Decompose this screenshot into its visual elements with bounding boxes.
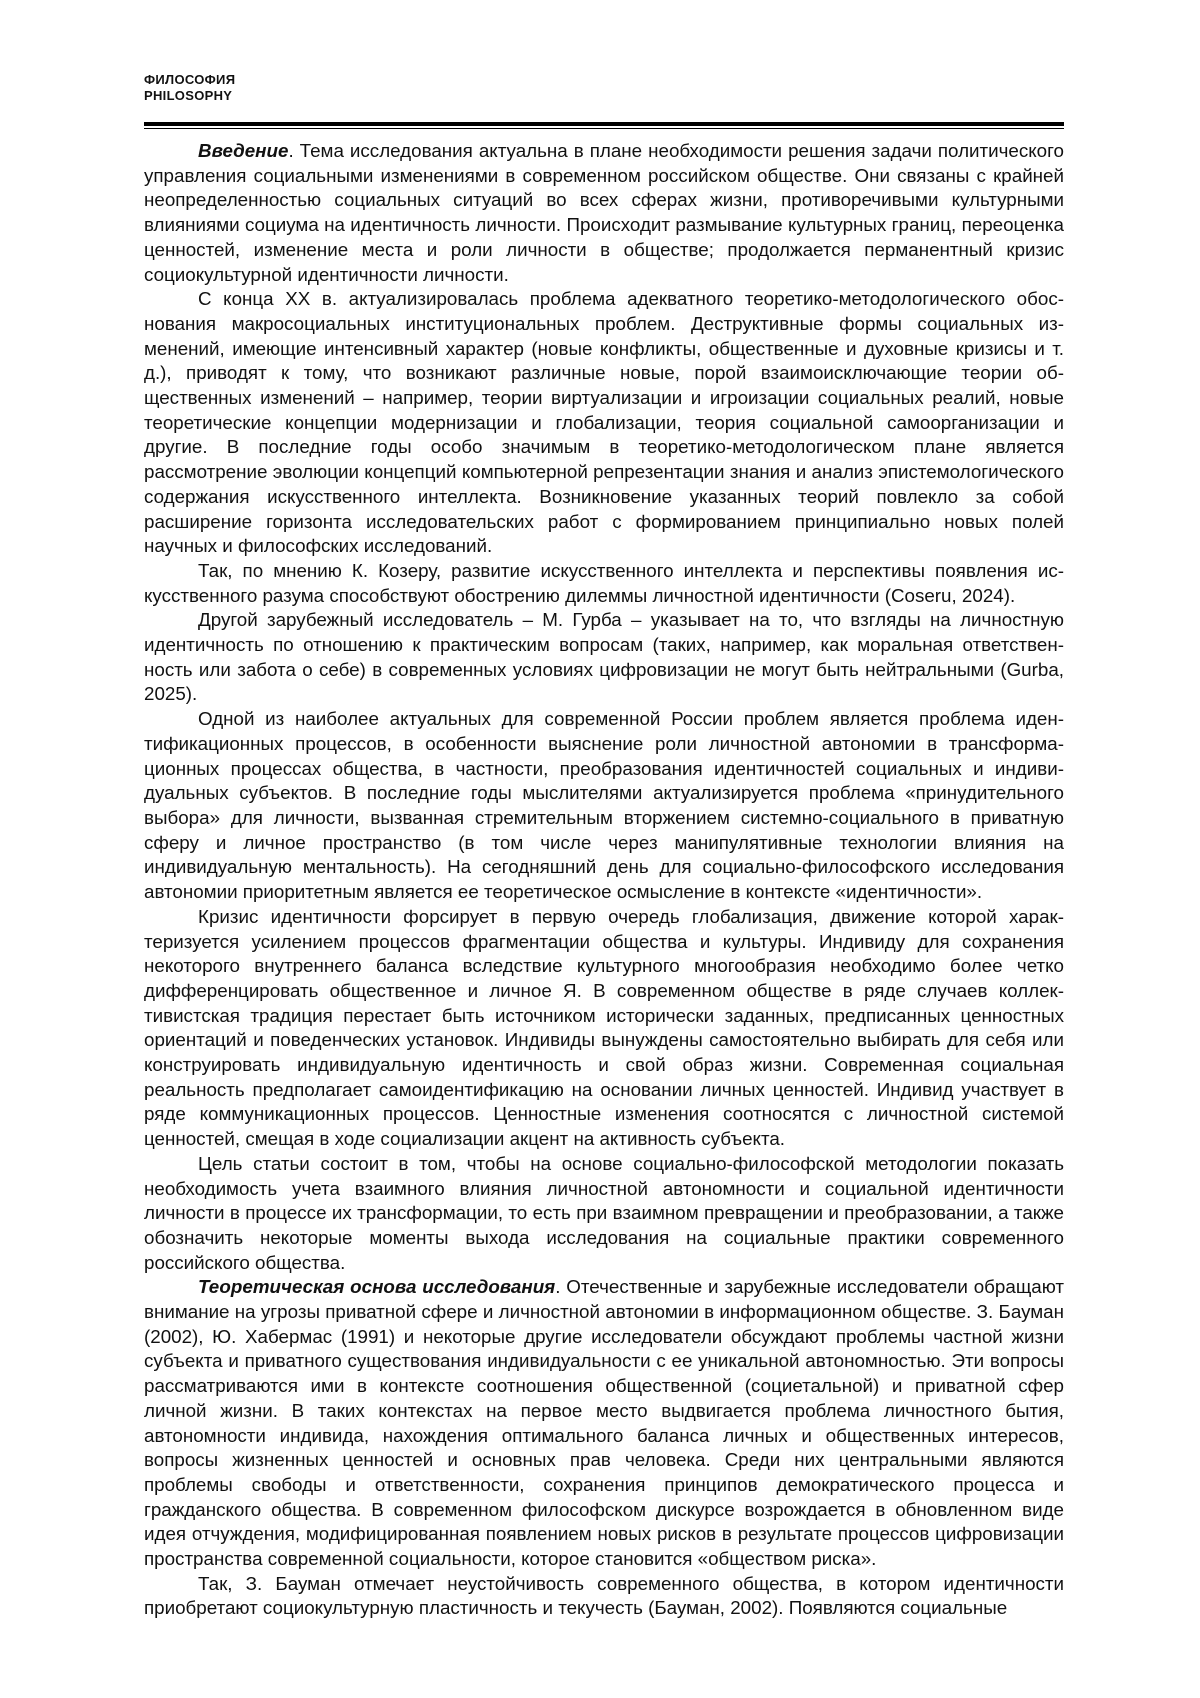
article-body bbox=[144, 139, 1064, 1621]
paragraph-lead-heading: Введение bbox=[198, 140, 289, 161]
paragraph-text: Так, по мнению К. Козеру, развитие искусственного интеллекта и перспективы появления искусственного разума способствуют обострению дилеммы личностной идентичности (Coseru, 2024). bbox=[144, 559, 1064, 606]
running-header bbox=[144, 72, 1064, 104]
paragraph-text: Одной из наиболее актуальных для современной России проблем является проблема идентификационных процессов, в особенности выяснение роли личностной автономии в трансформационных процессах общества, в частности, преобразования идентичностей социальных и индивидуальных субъектов. В последние годы мыслителями актуализируется проблема «принудительного выбора» для личности, вызванная стремительным вторжением системно-социального в приватную сферу и личное пространство (в том числе через манипулятивные технологии влияния на индивидуальную ментальность). На сегодняшний день для социально-философского исследования автономии приоритетным является ее теоретическое осмысление в контексте «идентичности». bbox=[144, 708, 1064, 903]
paragraph bbox=[144, 1152, 1064, 1276]
paragraph-text: С конца XX в. актуализировалась проблема адекватного теоретико-методологического обоснования макросоциальных институциональных проблем. Деструктивные формы социальных изменений, имеющие интенсивный характер (новые конфликты, общественные и духовные кризисы и т. д.), приводят к тому, что возникают различные новые, порой взаимоисключающие теории общественных изменений – например, теории виртуализации и игроизации социальных реалий, новые теоретические концепции модернизации и глобализации, теория социальной самоорганизации и другие. В последние годы особо значимым в теоретико-методологическом плане является рассмотрение эволюции концепций компьютерной репрезентации знания и анализ эпистемологического содержания искусственного интеллекта. Возникновение указанных теорий повлекло за собой расширение горизонта исследовательских работ с формированием принципиально новых полей научных и философских исследований. bbox=[144, 288, 1064, 557]
paragraph bbox=[144, 707, 1064, 905]
paragraph-lead-heading: Теоретическая основа исследования bbox=[198, 1276, 556, 1298]
paragraph-text: Другой зарубежный исследователь – М. Гурба – указывает на то, что взгляды на личностную идентичность по отношению к практическим вопросам (таких, например, как моральная ответственность или забота о себе) в современных условиях цифровизации не могут быть нейтральными (Gurba, 2025). bbox=[144, 609, 1064, 705]
paragraph bbox=[144, 287, 1064, 559]
paragraph-text: Цель статьи состоит в том, чтобы на основе социально-философской методологии показать необходимость учета взаимного влияния личностной автономности и социальной идентичности личности в процессе их трансформации, то есть при взаимном превращении и преобразовании, а также обозначить некоторые моменты выхода исследования на социальные практики современного российского общества. bbox=[144, 1152, 1064, 1273]
paragraph bbox=[144, 1572, 1064, 1621]
header-rule-thick bbox=[144, 122, 1064, 126]
journal-page bbox=[144, 72, 1064, 1621]
paragraph bbox=[144, 905, 1064, 1152]
header-rule-thin bbox=[144, 128, 1064, 129]
paragraph bbox=[144, 559, 1064, 608]
paragraph bbox=[144, 608, 1064, 707]
paragraph-text: Кризис идентичности форсирует в первую очередь глобализация, движение которой характеризуется усилением процессов фрагментации общества и культуры. Индивиду для сохранения некоторого внутреннего баланса вследствие культурного многообразия необходимо более четко дифференцировать общественное и личное Я. В современном обществе в ряде случаев коллективистская традиция перестает быть источником исторически заданных, предписанных ценностных ориентаций и поведенческих установок. Индивиды вынуждены самостоятельно выбирать для себя или конструировать индивидуальную идентичность и свой образ жизни. Современная социальная реальность предполагает самоидентификацию на основании личных ценностей. Индивид участвует в ряде коммуникационных процессов. Ценностные изменения соотносятся с личностной системой ценностей, смещая в ходе социализации акцент на активность субъекта. bbox=[144, 905, 1064, 1150]
section-title-ru: ФИЛОСОФИЯ bbox=[144, 72, 236, 87]
paragraph-introduction bbox=[144, 139, 1064, 287]
paragraph-theoretical-basis bbox=[144, 1275, 1064, 1571]
paragraph-text: . Тема исследования актуальна в плане необходимости решения задачи политического управления социальными изменениями в современном российском обществе. Они связаны с крайней неопределенностью социальных ситуаций во всех сферах жизни, противоречивыми культурными влияниями социума на идентичность личности. Происходит размывание культурных границ, переоценка ценностей, изменение места и роли личности в обществе; продолжается перманентный кризис социокультурной идентичности личности. bbox=[144, 140, 1064, 285]
paragraph-text: Так, З. Бауман отмечает неустойчивость современного общества, в котором идентичности приобретают социокультурную пластичность и текучесть (Бауман, 2002). Появляются социальные bbox=[144, 1572, 1064, 1619]
paragraph-text: . Отечественные и зарубежные исследователи обращают внимание на угрозы приватной сфере и личностной автономии в информационном обществе. З. Бауман (2002), Ю. Хабермас (1991) и некоторые другие исследователи обсуждают проблемы частной жизни субъекта и приватного существования индивидуальности с ее уникальной автономностью. Эти вопросы рассматриваются ими в контексте соотношения общественной (социетальной) и приватной сфер личной жизни. В таких контекстах на первое место выдвигается проблема личностного бытия, автономности индивида, нахождения оптимального баланса личных и общественных интересов, вопросы жизненных ценностей и основных прав человека. Среди них центральными являются проблемы свободы и ответственности, сохранения принципов демократического процесса и гражданского общества. В современном философском дискурсе возрождается в обновленном виде идея отчуждения, модифицированная появлением новых рисков в результате процессов цифровизации пространства современной социальности, которое становится «обществом риска». bbox=[144, 1276, 1064, 1570]
section-title-en: PHILOSOPHY bbox=[144, 88, 233, 103]
